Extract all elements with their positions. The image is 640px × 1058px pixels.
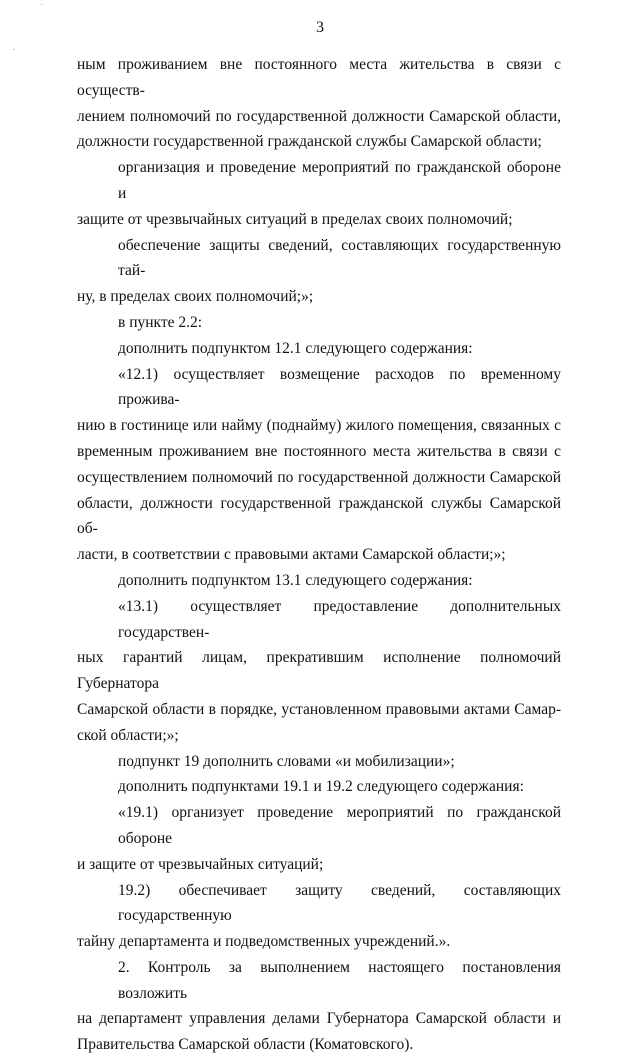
text-line: ласти, в соответствии с правовыми актами Самарской области;»; (77, 546, 506, 564)
paragraph (77, 155, 561, 232)
text-line: на департамент управления делами Губернатора Самарской области и (77, 1010, 561, 1028)
paragraph (77, 878, 561, 955)
text-line: временным проживанием вне постоянного места жительства в связи с (77, 442, 561, 460)
text-line: области, должности государственной гражданской службы Самарской об- (77, 494, 561, 538)
paragraph (77, 233, 561, 310)
text-line: ных гарантий лицам, прекратившим исполнение полномочий Губернатора (77, 649, 561, 693)
text-line: ской области;»; (77, 726, 179, 744)
text-line: лением полномочий по государственной должности Самарской области, (77, 107, 561, 125)
text-line: нию в гостинице или найму (поднайму) жилого помещения, связанных с (77, 417, 561, 435)
document-body (77, 52, 561, 1058)
text-line: обеспечение защиты сведений, составляющих государственную тай- (118, 236, 561, 280)
text-line: защите от чрезвычайных ситуаций в пределах своих полномочий; (77, 210, 513, 228)
text-line: «12.1) осуществляет возмещение расходов по временному прожива- (118, 365, 561, 409)
paragraph (77, 594, 561, 749)
text-line: 19.2) обеспечивает защиту сведений, составляющих государственную (118, 881, 561, 925)
scan-mark: · (12, 45, 16, 56)
paragraph (77, 336, 561, 362)
text-line: осуществлением полномочий по государственной должности Самарской (77, 468, 561, 486)
text-line: должности государственной гражданской службы Самарской области; (77, 133, 542, 151)
paragraph (77, 310, 561, 336)
text-line: подпункт 19 дополнить словами «и мобилизации»; (118, 752, 455, 770)
text-line: тайну департамента и подведомственных учреждений.». (77, 933, 451, 951)
text-line: ну, в пределах своих полномочий;»; (77, 288, 314, 306)
text-line: и защите от чрезвычайных ситуаций; (77, 855, 324, 873)
paragraph (77, 568, 561, 594)
text-line: Самарской области в порядке, установленном правовыми актами Самар- (77, 700, 561, 718)
text-line: организация и проведение мероприятий по гражданской обороне и (118, 159, 561, 202)
text-line: «13.1) осуществляет предоставление дополнительных государствен- (118, 597, 561, 641)
text-line: в пункте 2.2: (118, 313, 203, 331)
scan-mark: ˙ (40, 3, 44, 14)
text-line: ным проживанием вне постоянного места жительства в связи с осуществ- (77, 56, 561, 99)
paragraph (77, 774, 561, 800)
paragraph (77, 955, 561, 1058)
text-line: Правительства Самарской области (Коматовского). (77, 1036, 414, 1054)
paragraph (77, 800, 561, 877)
paragraph (77, 749, 561, 775)
paragraph (77, 52, 561, 155)
text-line: 2. Контроль за выполнением настоящего постановления возложить (118, 958, 561, 1002)
text-line: дополнить подпунктами 19.1 и 19.2 следующего содержания: (118, 778, 524, 796)
text-line: дополнить подпунктом 13.1 следующего содержания: (118, 571, 473, 589)
page-number: 3 (316, 19, 324, 36)
text-line: дополнить подпунктом 12.1 следующего содержания: (118, 339, 473, 357)
paragraph (77, 362, 561, 568)
text-line: «19.1) организует проведение мероприятий по гражданской обороне (118, 804, 561, 847)
